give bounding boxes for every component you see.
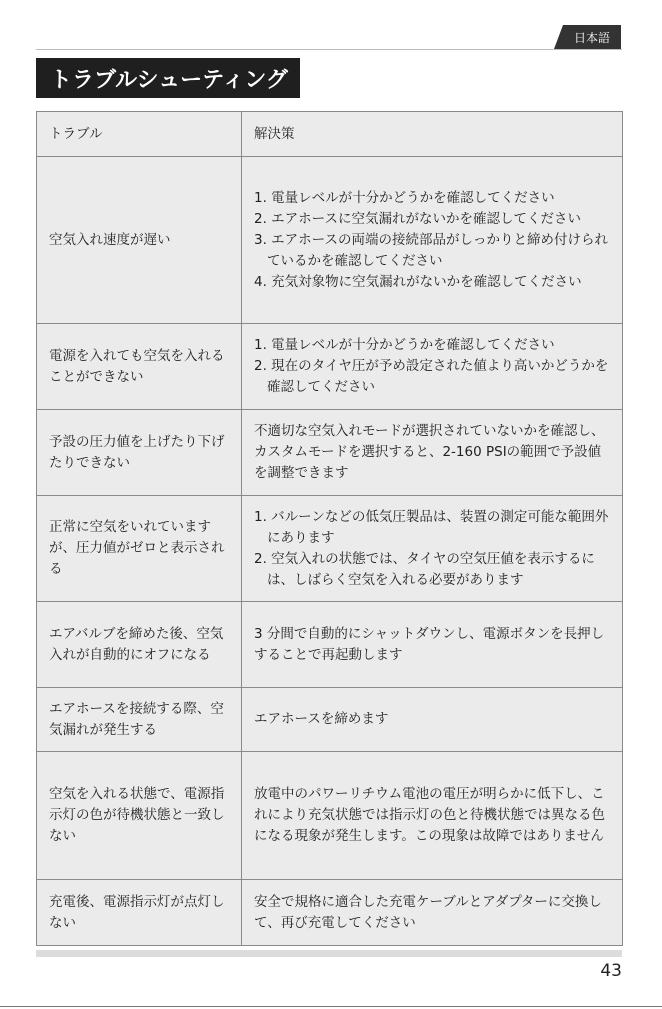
problem-cell: 予設の圧力値を上げたり下げたりできない <box>37 410 242 496</box>
solution-item: 2. エアホースに空気漏れがないかを確認してください <box>254 210 581 227</box>
solution-text: 放電中のパワーリチウム電池の電圧が明らかに低下し、これにより充気状態では指示灯の色と待機状態では異なる色になる現象が発生します。この現象は故障ではありません <box>254 786 605 844</box>
table-header-row <box>37 112 623 157</box>
solution-cell <box>242 880 623 946</box>
table-row <box>37 880 623 946</box>
table-row <box>37 752 623 880</box>
table-row <box>37 496 623 602</box>
page-title: トラブルシューティング <box>36 58 300 98</box>
solution-cell <box>242 688 623 752</box>
page-number: 43 <box>600 961 622 981</box>
problem-cell: 充電後、電源指示灯が点灯しない <box>37 880 242 946</box>
solution-item: 1. バルーンなどの低気圧製品は、装置の測定可能な範囲外にあります <box>254 508 609 546</box>
problem-cell: 空気入れ速度が遅い <box>37 157 242 324</box>
solution-cell <box>242 496 623 602</box>
column-header-problem: トラブル <box>37 112 242 157</box>
solution-item: 1. 電量レベルが十分かどうかを確認してください <box>254 337 555 353</box>
solution-text: 3 分間で自動的にシャットダウンし、電源ボタンを長押しすることで再起動します <box>254 625 605 663</box>
problem-cell: 空気を入れる状態で、電源指示灯の色が待機状態と一致しない <box>37 752 242 880</box>
problem-cell: 電源を入れても空気を入れることができない <box>37 324 242 410</box>
problem-cell: エアホースを接続する際、空気漏れが発生する <box>37 688 242 752</box>
solution-cell <box>242 752 623 880</box>
table-row <box>37 324 623 410</box>
problem-cell: エアバルブを締めた後、空気入れが自動的にオフになる <box>37 602 242 688</box>
solution-item: 2. 現在のタイヤ圧が予め設定された値より高いかどうかを確認してください <box>254 358 609 395</box>
page-edge-rule <box>0 1006 662 1007</box>
solution-cell <box>242 410 623 496</box>
table-row <box>37 688 623 752</box>
table-row <box>37 602 623 688</box>
solution-item: 2. 空気入れの状態では、タイヤの空気圧値を表示するには、しばらく空気を入れる必要があります <box>254 550 595 588</box>
solution-cell <box>242 157 623 324</box>
solution-item: 4. 充気対象物に空気漏れがないかを確認してください <box>254 273 582 290</box>
solution-cell <box>242 324 623 410</box>
solution-text: 不適切な空気入れモードが選択されていないかを確認し、カスタムモードを選択すると、2-160 PSIの範囲で予設値を調整できます <box>254 423 605 481</box>
solution-text: エアホースを締めます <box>254 711 389 727</box>
solution-cell <box>242 602 623 688</box>
header-divider <box>36 49 622 50</box>
solution-item: 3. エアホースの両端の接続部品がしっかりと締め付けられているかを確認してください <box>254 231 608 269</box>
solution-item: 1. 電量レベルが十分かどうかを確認してください <box>254 189 555 206</box>
column-header-solution: 解決策 <box>242 112 623 157</box>
problem-cell: 正常に空気をいれていますが、圧力値がゼロと表示される <box>37 496 242 602</box>
language-tab: 日本語 <box>563 25 621 49</box>
table-row <box>37 410 623 496</box>
table-row <box>37 157 623 324</box>
troubleshooting-table <box>36 111 623 946</box>
solution-text: 安全で規格に適合した充電ケーブルとアダプターに交換して、再び充電してください <box>254 893 602 931</box>
footer-bar <box>36 950 622 957</box>
